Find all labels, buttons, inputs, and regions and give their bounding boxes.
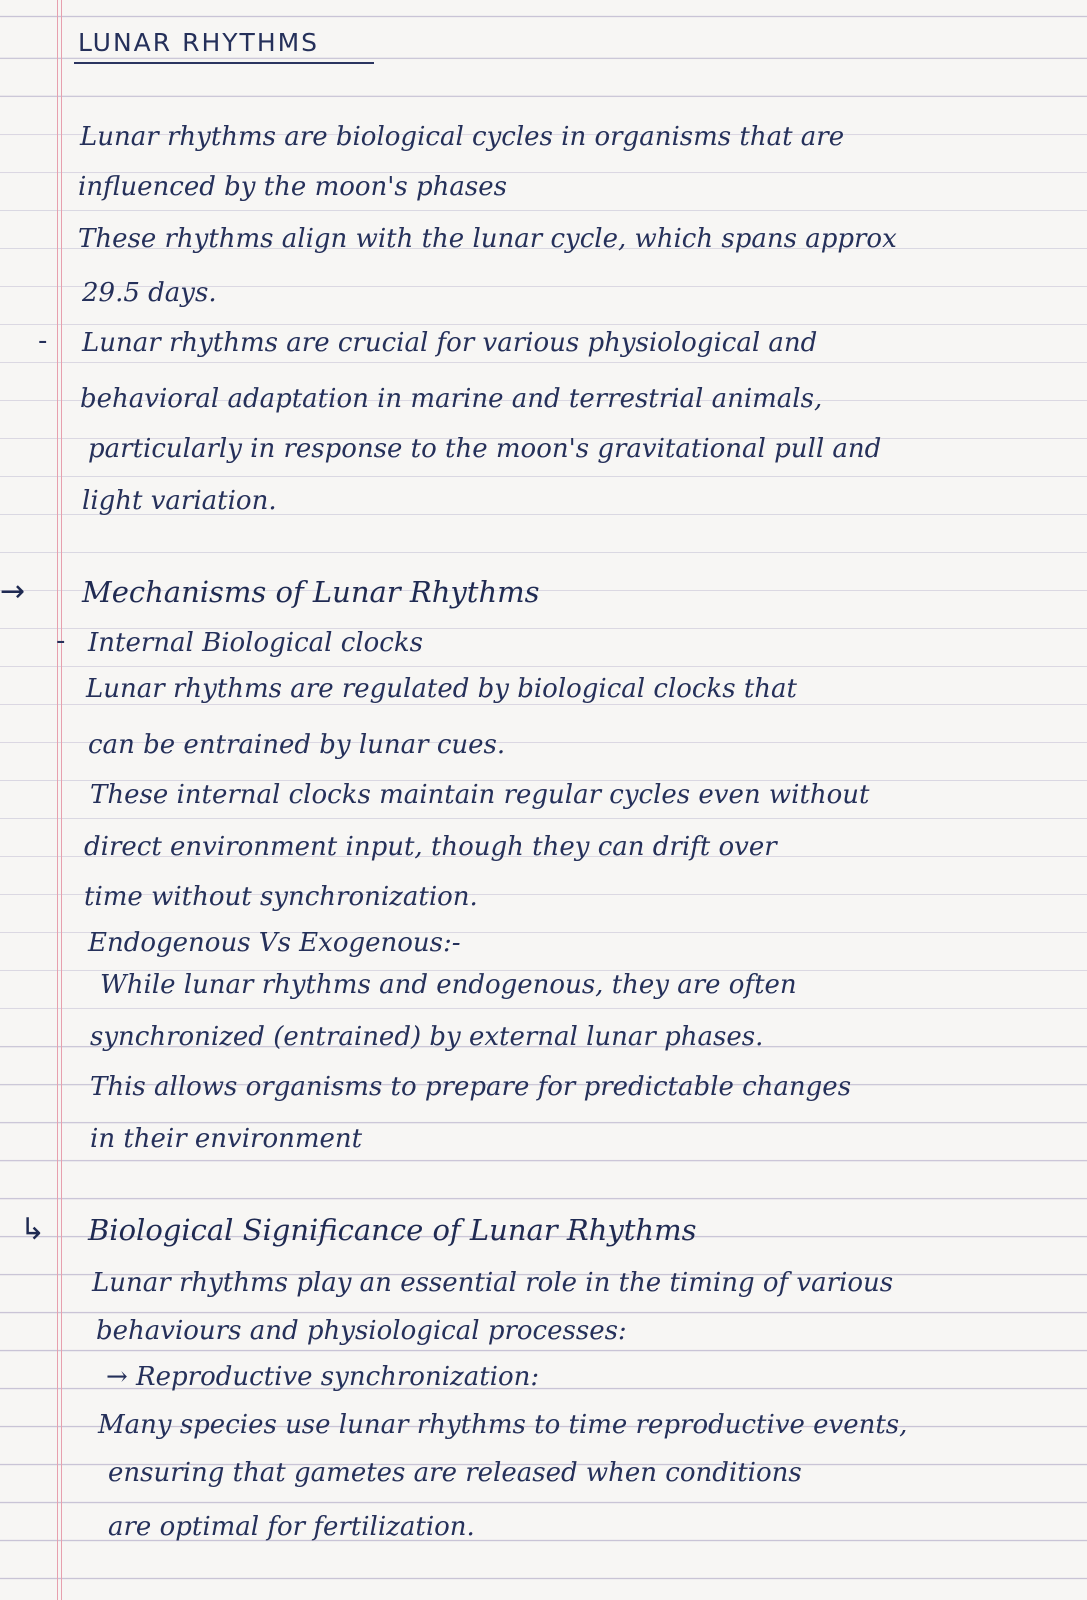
sub-heading: Internal Biological clocks <box>88 628 423 658</box>
section-heading: Biological Significance of Lunar Rhythms <box>88 1213 697 1247</box>
section-heading: Mechanisms of Lunar Rhythms <box>82 575 540 609</box>
section-line: ensuring that gametes are released when conditions <box>108 1458 802 1488</box>
intro-line: Lunar rhythms are crucial for various physiological and <box>82 328 818 358</box>
intro-line: particularly in response to the moon's gravitational pull and <box>88 434 882 464</box>
page-title: LUNAR RHYTHMS <box>78 28 320 57</box>
bullet-dash: - <box>56 626 66 656</box>
section-line: Many species use lunar rhythms to time reproductive events, <box>98 1410 908 1440</box>
arrow-icon: → <box>0 574 26 609</box>
intro-line: light variation. <box>82 486 277 516</box>
section-line: time without synchronization. <box>84 882 478 912</box>
title-underline <box>74 62 374 64</box>
section-line: are optimal for fertilization. <box>108 1512 475 1542</box>
intro-line: These rhythms align with the lunar cycle, which spans approx <box>78 224 897 254</box>
intro-line: behavioral adaptation in marine and terrestrial animals, <box>80 384 823 414</box>
section-line: behaviours and physiological processes: <box>96 1316 627 1346</box>
margin-line <box>61 0 62 1600</box>
arrow-icon: ↳ <box>20 1212 46 1247</box>
section-line: Endogenous Vs Exogenous:- <box>88 928 461 958</box>
intro-line: influenced by the moon's phases <box>78 172 507 202</box>
section-line: synchronized (entrained) by external lunar phases. <box>90 1022 764 1052</box>
section-line: in their environment <box>90 1124 363 1154</box>
intro-line: Lunar rhythms are biological cycles in organisms that are <box>80 122 845 152</box>
section-line: These internal clocks maintain regular cycles even without <box>90 780 870 810</box>
section-line: → Reproductive synchronization: <box>106 1362 540 1392</box>
section-line: This allows organisms to prepare for predictable changes <box>90 1072 852 1102</box>
margin-line <box>57 0 58 1600</box>
section-line: Lunar rhythms play an essential role in the timing of various <box>92 1268 894 1298</box>
section-line: Lunar rhythms are regulated by biological clocks that <box>86 674 797 704</box>
intro-line: 29.5 days. <box>82 278 217 308</box>
section-line: can be entrained by lunar cues. <box>88 730 506 760</box>
bullet-dash: - <box>38 326 48 356</box>
section-line: direct environment input, though they can drift over <box>84 832 777 862</box>
section-line: While lunar rhythms and endogenous, they are often <box>100 970 797 1000</box>
